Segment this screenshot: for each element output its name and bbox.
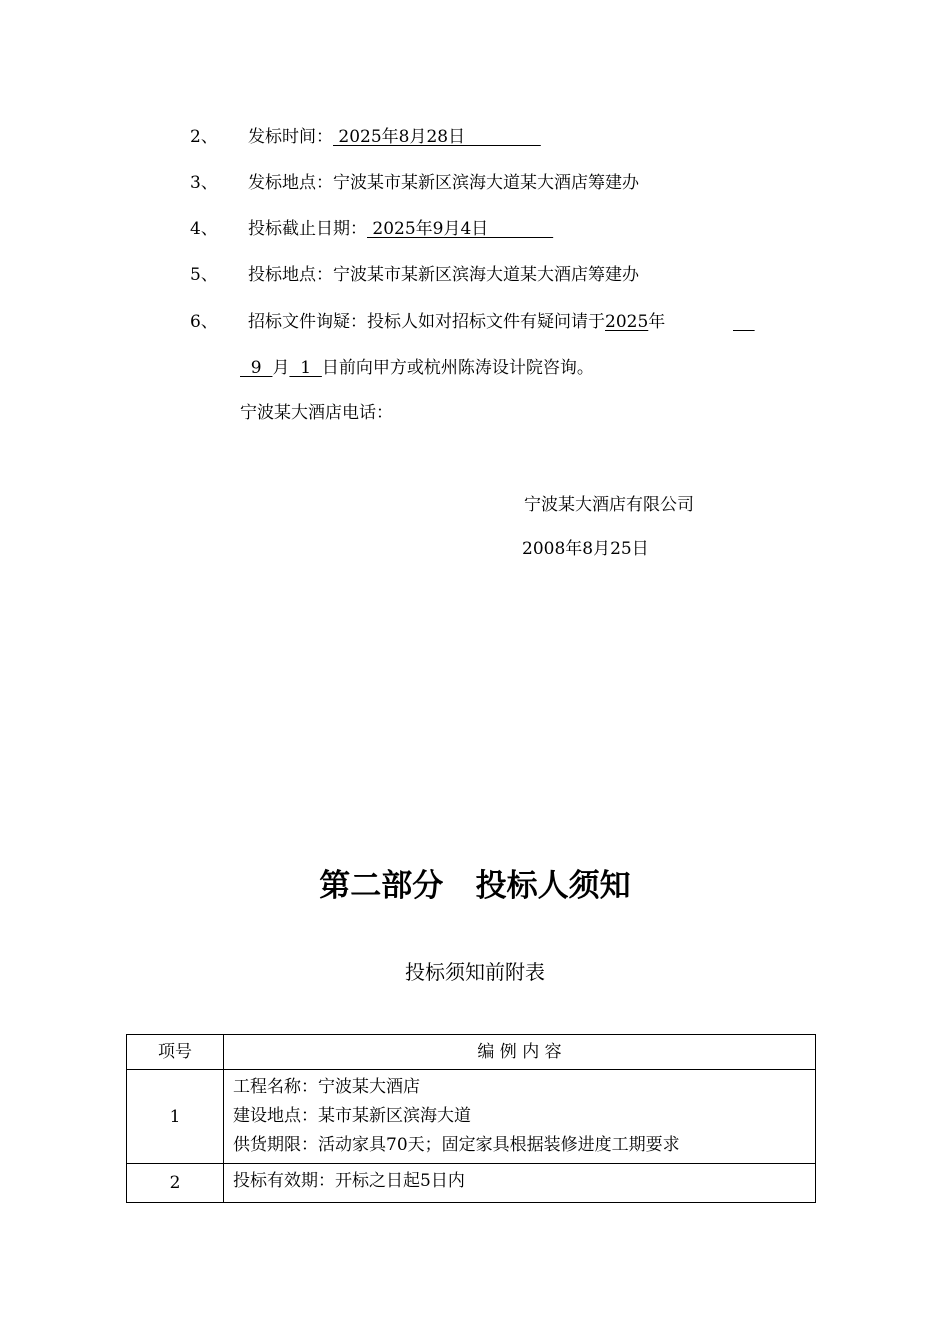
table-header-row	[127, 1035, 816, 1070]
item-number: 3、	[190, 173, 218, 193]
inquiry-rest: 日前向甲方或杭州陈涛设计院咨询。	[321, 358, 594, 378]
item-value: 2025年8月28日	[333, 127, 541, 147]
inquiry-day: 1	[289, 358, 322, 378]
item-label: 投标截止日期：	[248, 219, 367, 239]
table-title: 投标须知前附表	[405, 960, 545, 984]
item-number: 4、	[190, 219, 218, 239]
item-label: 发标时间：	[248, 127, 333, 147]
inquiry-month-label: 月	[272, 358, 290, 378]
item-label: 投标地点：	[248, 265, 333, 285]
item-number: 2、	[190, 127, 218, 147]
item-value: 宁波某市某新区滨海大道某大酒店筹建办	[333, 173, 639, 193]
bid-notice-table	[126, 1034, 816, 1203]
inquiry-trailing-blank	[733, 311, 755, 333]
signature-company: 宁波某大酒店有限公司	[524, 495, 694, 515]
item-inquiry	[248, 311, 665, 333]
table-row	[127, 1070, 816, 1164]
item-bid-deadline	[248, 218, 553, 240]
inquiry-year-suffix: 年	[648, 312, 666, 332]
row-number: 2	[127, 1164, 224, 1203]
item-value: 2025年9月4日	[367, 219, 554, 239]
row-line: 投标有效期：开标之日起5日内	[233, 1171, 465, 1191]
item-number: 6、	[190, 312, 218, 332]
signature-date: 2008年8月25日	[522, 539, 649, 559]
item-issue-place	[248, 172, 639, 194]
item-label: 发标地点：	[248, 173, 333, 193]
header-content: 编 例 内 容	[224, 1035, 816, 1070]
item-inquiry-continued	[240, 357, 594, 379]
row-line: 供货期限：活动家具70天；固定家具根据装修进度工期要求	[233, 1135, 680, 1155]
item-value: 宁波某市某新区滨海大道某大酒店筹建办	[333, 265, 639, 285]
row-content	[224, 1164, 816, 1203]
table-row	[127, 1164, 816, 1203]
section-title: 第二部分 投标人须知	[319, 868, 631, 904]
row-line: 工程名称：宁波某大酒店	[233, 1077, 420, 1097]
row-line: 建设地点：某市某新区滨海大道	[233, 1106, 471, 1126]
row-content	[224, 1070, 816, 1164]
inquiry-month: 9	[240, 358, 273, 378]
item-bid-place	[248, 264, 639, 286]
item-issue-time	[248, 126, 541, 148]
inquiry-year: 2025	[605, 312, 649, 332]
hotel-phone-label: 宁波某大酒店电话：	[240, 403, 393, 423]
header-item-no: 项号	[127, 1035, 224, 1070]
row-number: 1	[127, 1070, 224, 1164]
inquiry-text: 招标文件询疑：投标人如对招标文件有疑问请于	[248, 312, 605, 332]
item-number: 5、	[190, 265, 218, 285]
